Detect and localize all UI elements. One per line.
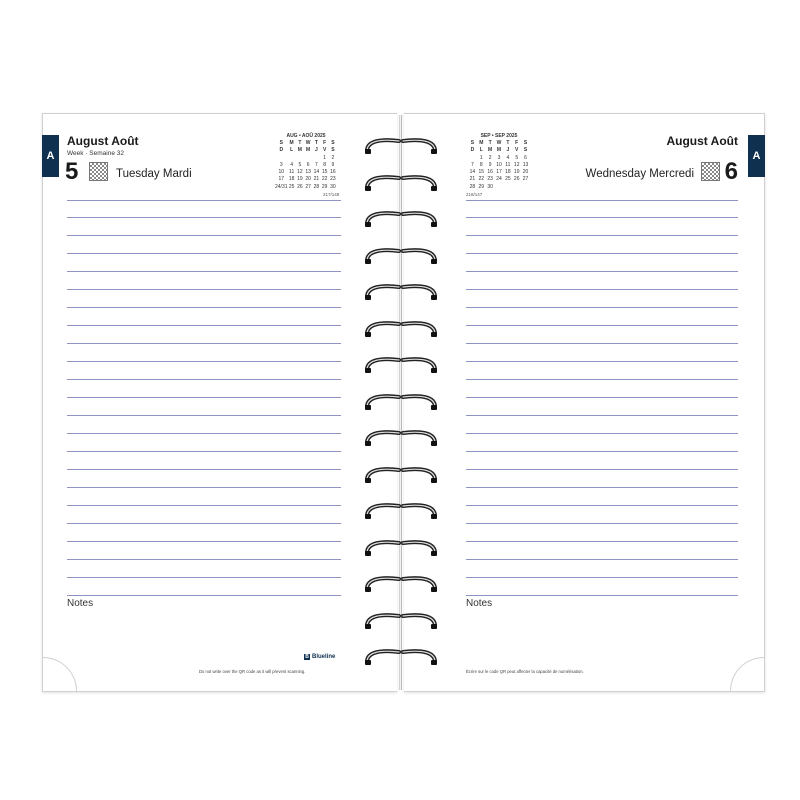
right-page [404, 113, 765, 692]
mini-calendar-grid [275, 140, 337, 190]
mini-calendar-header: F [323, 140, 327, 146]
mini-calendar-header-fr: D [279, 147, 284, 154]
mini-calendar-day: 21 [469, 176, 476, 183]
mini-calendar-header: F [515, 140, 519, 146]
ruled-line[interactable] [466, 452, 738, 470]
ruled-line[interactable] [466, 560, 738, 578]
spiral-ring [363, 391, 439, 413]
spiral-ring [363, 500, 439, 522]
mini-calendar-day: 11 [289, 169, 295, 176]
mini-calendar [275, 133, 337, 190]
ruled-line[interactable] [466, 578, 738, 596]
ruled-line[interactable] [67, 542, 341, 560]
mini-calendar-day: 2 [488, 154, 492, 161]
mini-calendar-day: 16 [487, 169, 493, 176]
qr-warning-note: Écrire sur le code QR peut affecter la capacité de numérisation. [466, 669, 584, 674]
mini-calendar-day [312, 155, 320, 161]
mini-calendar-day: 25 [288, 183, 295, 190]
mini-calendar-day: 19 [297, 176, 303, 183]
ruled-line[interactable] [67, 524, 341, 542]
ruled-line[interactable] [67, 380, 341, 398]
mini-calendar-header-fr: M [297, 147, 302, 154]
ruled-line[interactable] [67, 506, 341, 524]
mini-calendar-grid [468, 140, 530, 190]
mini-calendar-header-fr: J [314, 147, 318, 154]
mini-calendar-day: 11 [505, 161, 511, 168]
day-name: Wednesday Mercredi [585, 168, 694, 180]
mini-calendar-day: 24/31 [275, 183, 288, 190]
mini-calendar-day: 19 [513, 169, 520, 176]
mini-calendar-day: 14 [469, 169, 476, 176]
mini-calendar-day: 9 [331, 161, 335, 168]
mini-calendar-day: 30 [487, 183, 493, 190]
mini-calendar-day: 30 [330, 183, 336, 190]
ruled-line[interactable] [67, 344, 341, 362]
mini-calendar-day: 12 [513, 161, 520, 168]
mini-calendar-title: AUG • AOÛ 2025 [286, 133, 326, 139]
ruled-line[interactable] [67, 560, 341, 578]
mini-calendar-day: 3 [279, 161, 283, 168]
ruled-line[interactable] [466, 272, 738, 290]
spiral-ring [363, 610, 439, 632]
spiral-ring [363, 573, 439, 595]
day-name: Tuesday Mardi [116, 168, 192, 180]
mini-calendar-day: 26 [513, 176, 520, 183]
mini-calendar-day [296, 155, 304, 161]
mini-calendar-day: 27 [522, 176, 529, 183]
mini-calendar-day: 6 [306, 161, 310, 168]
ruled-line[interactable] [67, 488, 341, 506]
ruled-line[interactable] [67, 470, 341, 488]
mini-calendar-day: 1 [323, 154, 327, 161]
mini-calendar-day: 15 [321, 169, 328, 176]
mini-calendar-day: 8 [323, 161, 327, 168]
mini-calendar-day [512, 184, 521, 190]
mini-calendar-header: T [488, 140, 492, 146]
ruled-line[interactable] [466, 398, 738, 416]
day-number: 5 [65, 158, 79, 185]
left-page [42, 113, 397, 692]
ruled-line[interactable] [466, 488, 738, 506]
month-tab[interactable]: A [748, 135, 765, 177]
mini-calendar-day: 15 [478, 169, 485, 176]
mini-calendar-day: 6 [524, 154, 527, 161]
mini-calendar-day: 4 [506, 154, 510, 161]
mini-calendar-header: S [470, 140, 475, 146]
mini-calendar-header: T [298, 140, 302, 146]
month-title: August Août [67, 134, 139, 148]
mini-calendar-day: 7 [471, 161, 474, 168]
mini-calendar-day [503, 184, 512, 190]
mini-calendar-header-fr: V [515, 147, 519, 154]
mini-calendar-day: 12 [297, 169, 303, 176]
mini-calendar-day: 16 [330, 169, 336, 176]
spiral-ring [363, 646, 439, 668]
ruled-line[interactable] [67, 452, 341, 470]
mini-calendar-title: SEP • SEP 2025 [480, 133, 518, 139]
spiral-binding [360, 115, 442, 690]
mini-calendar-header-fr: J [506, 147, 510, 154]
mini-calendar-day: 5 [515, 154, 519, 161]
mini-calendar-day: 17 [278, 176, 285, 183]
mini-calendar-header-fr: L [479, 147, 483, 154]
mini-calendar-day: 23 [487, 176, 493, 183]
mini-calendar-header-fr: V [322, 147, 327, 154]
mini-calendar-day: 18 [505, 169, 511, 176]
mini-calendar-day [304, 155, 312, 161]
mini-calendar-day: 10 [278, 169, 285, 176]
brand-logo [304, 654, 335, 660]
mini-calendar-day: 22 [478, 176, 485, 183]
mini-calendar-day: 20 [305, 176, 311, 183]
ruled-line[interactable] [67, 362, 341, 380]
ruled-line[interactable] [466, 290, 738, 308]
mini-calendar-day: 13 [522, 161, 529, 168]
mini-calendar-header-fr: M [306, 147, 311, 154]
mini-calendar-day: 10 [496, 161, 502, 168]
mini-calendar-day: 26 [297, 183, 303, 190]
day-count: 217/148 [323, 192, 340, 197]
mini-calendar-header: S [331, 140, 335, 146]
mini-calendar-header: S [279, 140, 283, 146]
spiral-ring [363, 318, 439, 340]
spiral-ring [363, 464, 439, 486]
brand-name: Blueline [312, 654, 336, 660]
ruled-line[interactable] [67, 398, 341, 416]
mini-calendar-day [468, 155, 477, 161]
spiral-ring [363, 208, 439, 230]
perforated-corner [730, 657, 765, 692]
ruled-line[interactable] [466, 200, 738, 218]
mini-calendar-day: 27 [305, 183, 311, 190]
mini-calendar-header: S [523, 140, 528, 146]
mini-calendar-header-fr: L [290, 147, 294, 154]
ruled-line[interactable] [466, 470, 738, 488]
mini-calendar-day: 25 [505, 176, 511, 183]
notes-label: Notes [466, 598, 493, 609]
spiral-ring [363, 135, 439, 157]
ruled-lines[interactable] [466, 200, 738, 596]
ruled-line[interactable] [466, 434, 738, 452]
ruled-line[interactable] [466, 524, 738, 542]
ruled-line[interactable] [466, 308, 738, 326]
mini-calendar-header-fr: D [470, 147, 475, 154]
month-title: August Août [666, 134, 738, 148]
mini-calendar-day [495, 184, 504, 190]
mini-calendar-day: 8 [479, 161, 483, 168]
ruled-lines[interactable] [67, 200, 341, 596]
mini-calendar-day: 29 [321, 183, 328, 190]
ruled-line[interactable] [67, 218, 341, 236]
ruled-line[interactable] [67, 236, 341, 254]
mini-calendar-day: 29 [478, 183, 485, 190]
spiral-ring [363, 354, 439, 376]
mini-calendar-day: 2 [331, 154, 335, 161]
mini-calendar-header: M [479, 140, 484, 146]
ruled-line[interactable] [466, 416, 738, 434]
ruled-line[interactable] [466, 542, 738, 560]
mini-calendar-day: 17 [496, 169, 502, 176]
notes-label: Notes [67, 598, 94, 609]
mini-calendar-day: 4 [290, 161, 294, 168]
ruled-line[interactable] [466, 236, 738, 254]
ruled-line[interactable] [466, 380, 738, 398]
mini-calendar-header-fr: S [331, 147, 335, 154]
qr-warning-note: Do not write over the QR code as it will prevent scanning. [199, 669, 306, 674]
ruled-line[interactable] [67, 254, 341, 272]
ruled-line[interactable] [67, 416, 341, 434]
spiral-ring [363, 281, 439, 303]
mini-calendar-day: 28 [313, 183, 320, 190]
mini-calendar-day [521, 184, 530, 190]
mini-calendar-day: 18 [288, 176, 295, 183]
mini-calendar-header: T [506, 140, 510, 146]
month-tab[interactable]: A [42, 135, 59, 177]
qr-code-icon [89, 162, 108, 181]
mini-calendar-header: M [289, 140, 294, 146]
ruled-line[interactable] [466, 218, 738, 236]
day-count: 218/147 [466, 192, 483, 197]
mini-calendar-day: 13 [305, 169, 311, 176]
mini-calendar [468, 133, 530, 190]
qr-code-icon [701, 162, 720, 181]
mini-calendar-day [275, 155, 288, 161]
ruled-line[interactable] [67, 434, 341, 452]
mini-calendar-header: W [305, 140, 311, 146]
spiral-ring [363, 245, 439, 267]
ruled-line[interactable] [67, 326, 341, 344]
mini-calendar-header-fr: S [523, 147, 528, 154]
day-number: 6 [724, 158, 738, 185]
mini-calendar-day: 14 [313, 169, 320, 176]
mini-calendar-day: 21 [313, 176, 320, 183]
brand-mark-icon: B [305, 654, 309, 660]
mini-calendar-day: 23 [330, 176, 336, 183]
ruled-line[interactable] [67, 578, 341, 596]
mini-calendar-header: T [314, 140, 318, 146]
mini-calendar-day: 24 [496, 176, 502, 183]
ruled-line[interactable] [466, 506, 738, 524]
mini-calendar-day [288, 155, 296, 161]
mini-calendar-day: 9 [488, 161, 492, 168]
mini-calendar-header: W [496, 140, 502, 146]
mini-calendar-header-fr: M [488, 147, 493, 154]
mini-calendar-day: 7 [314, 161, 318, 168]
mini-calendar-day: 28 [469, 183, 476, 190]
mini-calendar-day: 3 [497, 154, 501, 161]
ruled-line[interactable] [67, 200, 341, 218]
week-label: Week · Semaine 32 [67, 150, 124, 157]
ruled-line[interactable] [67, 308, 341, 326]
spiral-ring [363, 427, 439, 449]
mini-calendar-day: 5 [298, 161, 302, 168]
ruled-line[interactable] [466, 344, 738, 362]
ruled-line[interactable] [67, 290, 341, 308]
ruled-line[interactable] [466, 254, 738, 272]
perforated-corner [42, 657, 77, 692]
ruled-line[interactable] [466, 326, 738, 344]
mini-calendar-day: 22 [321, 176, 328, 183]
mini-calendar-day: 20 [522, 169, 529, 176]
mini-calendar-day: 1 [479, 154, 483, 161]
spiral-ring [363, 537, 439, 559]
mini-calendar-header-fr: M [496, 147, 502, 154]
ruled-line[interactable] [67, 272, 341, 290]
spiral-ring [363, 172, 439, 194]
ruled-line[interactable] [466, 362, 738, 380]
